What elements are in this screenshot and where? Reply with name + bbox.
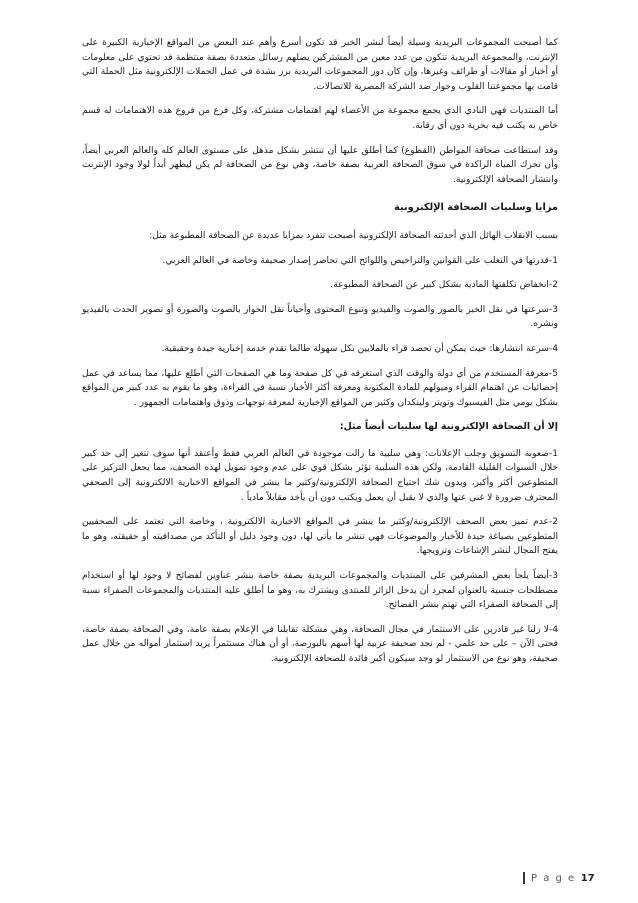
disadvantage-item: 4-لا زلنا غير قادرين على الاستثمار في مجال الصحافة، وهي مشكلة تقابلنا في الإعلام بصفة عامة، وفي الصحافة بصفة خاصة، فحتى الآن – على حد علمي - لم نجد صحيفة عربية لها أسهم بالبورصة، أو أن هناك مستثمراً يريد استثمار أمواله من خلال عمل صحيفة، وهو نوع من الاستثمار لو وجد سيكون أكبر فائدة للصحافة الإلكترونية.	[82, 624, 558, 664]
paragraph-citizen-journalism: وقد استطاعت صحافة المواطن (القطوع) كما أطلق عليها أن تنتشر بشكل مذهل على مستوى العالم كله والعالم العربي أيضاً، وأن تحرك المياه الراكدة في سوق الصحافة العربية بصفة خاصة، وهي نوع من الصحافة لم يكن ليظهر أبداً لولا وجود الإنترنت وانتشار الصحافة الإلكترونية.	[82, 145, 558, 185]
page-footer	[523, 870, 595, 886]
page-number: 17	[580, 872, 595, 884]
cons-heading: إلا أن الصحافة الإلكترونية لها سلبيات أيضاً مثل:	[339, 421, 558, 433]
advantages-intro: بسبب الانقلاب الهائل الذي أحدثته الصحافة الإلكترونية أصبحت تتفرد بمزايا عديدة عن الصحافة المطبوعة مثل:	[149, 230, 558, 241]
advantage-item: 3-سرعتها في نقل الخبر بالصور والصوت والفيديو وتنوع المحتوى وأحياناً نقل الحوار بالصوت والصورة أو تصوير الحدث بالفيديو ونشره.	[82, 304, 558, 330]
advantage-item: 4-سرعة انتشارها: حيث يمكن أن تحصد قراء بالملايين بكل سهولة طالما تقدم خدمة إخبارية جيدة وحقيقية.	[161, 343, 558, 354]
section-heading-pros-cons: مزايا وسلبيات الصحافة الإلكترونية	[394, 202, 558, 214]
paragraph-forums: أما المنتديات فهي النادي الذي يجمع مجموعة من الأعضاء لهم اهتمامات مشتركة، وكل فرع من فروع هذه الاهتمامات له قسم خاص به يكتب فيه بحرية دون أي رقابة.	[82, 106, 558, 131]
disadvantage-item: 3-أيضاً يلجأ بعض المشرفين على المنتديات والمجموعات البريدية بصفة خاصة بنشر عناوين لفضائح لا وجود لها أو استخدام مصطلحات جنسية بالعنوان لمجرد أن يدخل الزائر للمنتدى ويشترك به، وهو ما أطلق عليه المنتديات والمجموعات الصفراء نسبة إلى الصحافة الصفراء التي تهتم بنشر الفضائح.	[82, 571, 558, 611]
page-label: P a g e	[531, 872, 576, 884]
footer-divider	[523, 872, 525, 884]
advantage-item: 1-قدرتها في التغلب على القوانين والتراخيص واللوائح التي تحاصر إصدار صحيفة وخاصة في العالم العربي.	[162, 255, 558, 266]
disadvantage-item: 1-صعوبة التسويق وجلب الإعلانات: وهي سلبية ما زالت موجودة في العالم العربي فقط وأعتقد أنها سوف تتغير إلى حد كبير خلال السنوات القليلة القادمة، ولكن هذه السلبية تؤثر بشكل قوي على عدم وجود تمويل لهذه الصحف، مما يجعل التركيز على المتطوعين أكثر وأكبر، وبدون شك احتياج الصحافة الإلكترونية/وكثير ما ينشر في المواقع الاخبارية الالكترونية إلى الصحفي المحترف ضرورة لا غنى عنها والذي لا يقبل أن يعمل ويكتب دون أن يأخذ مقابلاً مادياً .	[82, 448, 558, 503]
advantage-item: 2-انخفاض تكلفتها المادية بشكل كبير عن الصحافة المطبوعة.	[330, 280, 558, 291]
advantage-item: 5-معرفة المستخدم من أي دولة والوقت الذي استغرقه في كل صفحة وما هي الصفحات التي أطلع عليها، مما يساعد في عمل إحصائيات عن اهتمام القراء وميولهم للمادة المكتوبة ومعرفة أكثر الأخبار نسبة في القراءة، وهو ما يقوم به عدد كبير من المواقع بشكل يومي مثل الفيسبوك وتويتر ولينكدان وكثير من المواقع الإخبارية لمعرفة توجهات وذوق واهتمامات الجمهور .	[82, 368, 558, 408]
paragraph-mailing-lists: كما أصبحت المجموعات البريدية وسيلة أيضاً لنشر الخبر قد تكون أسرع وأهم عند البعض من المواقع الإخبارية الكبيرة على الإنترنت، والمجموعة البريدية تتكون من عدد معين من المشتركين يصلهم رسائل متعددة بصفة منتظمة قد تحتوي على معلومات أو أخبار أو مقالات أو طرائف وغيرها، وإن كان دور المجموعات البريدية برز بشدة في عمل الحملات الإلكترونية مثل الحملة التي قامت بها مجموعتنا القلوب وحوار ضد الشركة المصرية للاتصالات.	[82, 38, 558, 92]
document-body	[82, 36, 558, 677]
disadvantage-item: 2-عدم تميز بعض الصحف الإلكترونية/وكثير ما ينشر في المواقع الاخبارية الالكترونية ، وخاصة التي تعتمد على الصحفيين المتطوعين بصياغة جيدة للأخبار والموضوعات فهي تنشر ما يأتي لها، دون وجود دليل أو التأكد من مصداقيته أو حقيقته، وهو ما يفتح المجال لنشر الإشاعات وترويجها.	[82, 517, 558, 557]
